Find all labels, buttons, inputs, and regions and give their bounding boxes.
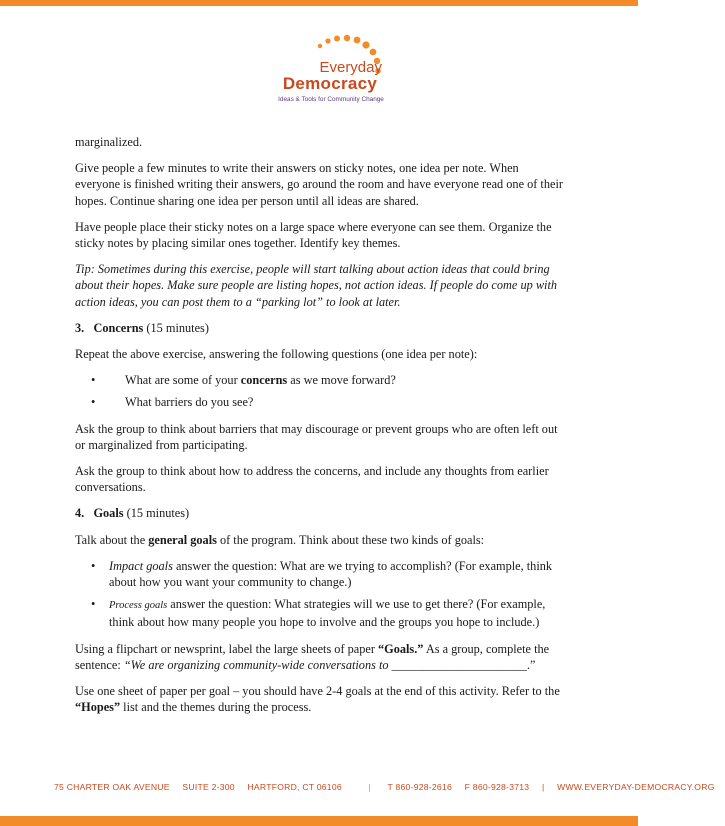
footer-fax: F 860-928-3713 bbox=[464, 782, 530, 792]
section-title: Concerns bbox=[93, 320, 144, 335]
bullet: • bbox=[91, 597, 96, 612]
bullet: • bbox=[91, 373, 96, 388]
list-item: • Impact goals answer the question: What are we trying to accomplish? (For example, think about how you want your community to change.) bbox=[91, 558, 553, 590]
footer-website: WWW.EVERYDAY-DEMOCRACY.ORG bbox=[557, 782, 715, 792]
footer-city: HARTFORD, CT 06106 bbox=[247, 782, 342, 792]
footer-separator: | bbox=[368, 782, 372, 792]
footer-address: 75 CHARTER OAK AVENUE bbox=[54, 782, 170, 792]
concerns-question-list bbox=[75, 372, 565, 410]
paragraph-place-notes: Have people place their sticky notes on a large space where everyone can see them. Organize the sticky notes by placing similar ones together. Identify key themes. bbox=[75, 219, 552, 251]
footer-separator: | bbox=[541, 782, 545, 792]
section-heading-goals bbox=[75, 505, 565, 521]
goals-type-list bbox=[75, 558, 565, 631]
everyday-democracy-logo bbox=[262, 34, 412, 114]
logo-wordmark-democracy: Democracy bbox=[282, 74, 378, 93]
bullet: • bbox=[91, 395, 96, 410]
logo-wordmark-everyday: Everyday bbox=[319, 59, 382, 76]
paragraph-concerns-intro: Repeat the above exercise, answering the following questions (one idea per note): bbox=[75, 347, 478, 362]
top-accent-bar bbox=[0, 0, 638, 6]
tip-paragraph: Tip: Sometimes during this exercise, people will start talking about action ideas that could bring about their hopes. Make sure people are listing hopes, not action ideas. If people do come up with action ideas, you can post them to a “parking lot” to look at later. bbox=[75, 262, 558, 309]
document-body bbox=[75, 134, 565, 725]
logo-tagline: Ideas & Tools for Community Change bbox=[278, 96, 384, 103]
paragraph-sticky-notes: Give people a few minutes to write their answers on sticky notes, one idea per note. When everyone is finished writing their answers, go around the room and have everyone read one of their hopes. Continue sharing one idea per person until all ideas are shared. bbox=[75, 161, 563, 208]
section-number: 4. bbox=[75, 506, 85, 521]
section-title: Goals bbox=[93, 506, 124, 521]
section-heading-concerns bbox=[75, 320, 565, 336]
paragraph-address-concerns: Ask the group to think about how to address the concerns, and include any thoughts from earlier conversations. bbox=[75, 464, 549, 495]
page-footer bbox=[54, 782, 715, 792]
section-number: 3. bbox=[75, 320, 85, 335]
footer-phone: T 860-928-2616 bbox=[387, 782, 453, 792]
paragraph-one-sheet: Use one sheet of paper per goal – you should have 2-4 goals at the end of this activity. Refer to the “Hopes” list and the themes during the process. bbox=[75, 684, 560, 715]
paragraph-goals-intro: Talk about the general goals of the program. Think about these two kinds of goals: bbox=[75, 532, 485, 547]
list-item: • Process goals answer the question: What strategies will we use to get there? (For example, think about how many people you hope to involve and the groups you hope to include.) bbox=[91, 597, 546, 630]
list-item: • What barriers do you see? bbox=[91, 395, 254, 410]
paragraph-marginalized: marginalized. bbox=[75, 135, 143, 149]
paragraph-barriers: Ask the group to think about barriers that may discourage or prevent groups who are often left out or marginalized from participating. bbox=[75, 421, 558, 452]
bottom-accent-bar bbox=[0, 816, 638, 826]
bullet: • bbox=[91, 558, 96, 573]
footer-suite: SUITE 2-300 bbox=[182, 782, 235, 792]
section-duration: (15 minutes) bbox=[123, 506, 190, 521]
list-item: • What are some of your concerns as we move forward? bbox=[91, 373, 396, 388]
paragraph-flipchart: Using a flipchart or newsprint, label the large sheets of paper “Goals.” As a group, complete the sentence: “We are organizing community-wide conversations to ______________________.” bbox=[75, 641, 550, 672]
section-duration: (15 minutes) bbox=[143, 320, 209, 335]
